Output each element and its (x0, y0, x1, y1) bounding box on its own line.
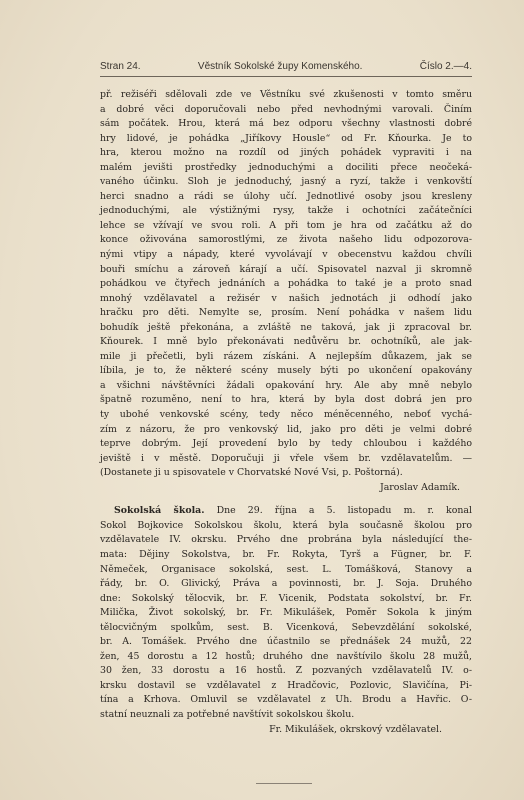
journal-title: Věstník Sokolské župy Komenského. (197, 61, 363, 72)
text-line: hračku pro děti. Nemylte se, prosím. Není pohádka v našem lidu (100, 307, 472, 319)
issue-number: Číslo 2.—4. (419, 61, 472, 72)
text-line: (Dostanete ji u spisovatele v Chorvatské Nové Vsi, p. Poštorná). (100, 467, 403, 479)
text-line: tína a Krhova. Omluvil se vzdělavatel z Uh. Brodu a Havřic. O- (100, 694, 472, 706)
section-gap (100, 495, 472, 504)
text-line: jeviště i v městě. Doporučuji ji vřele všem br. vzdělavatelům. — (100, 452, 472, 464)
text-line: mnohý vzdělavatel a režisér v našich jednotách ji odhodí jako (100, 292, 472, 304)
text-line: Sokol Bojkovice Sokolskou školu, která byla současně školou pro (100, 519, 472, 531)
first-line-text: Dne 29. října a 5. listopadu m. r. konal (204, 505, 473, 517)
article-review (100, 88, 472, 481)
article-review-signature: Jaroslav Adamík. (379, 481, 460, 493)
text-line: bouři smíchu a zároveň kárají a učí. Spisovatel nazval ji skromně (100, 263, 472, 275)
text-line: mata: Dějiny Sokolstva, br. Fr. Rokyta, Tyrš a Fügner, br. F. (100, 548, 472, 560)
text-line: bohudík ještě překonána, a zvláště ne taková, jak ji zpracoval br. (100, 321, 472, 333)
text-line: tělocvičným spolkům, sest. B. Vicenková, Sebevzdělání sokolské, (100, 621, 472, 633)
text-line: hra, kterou možno na rozdíl od jiných pohádek vypraviti i na (100, 147, 472, 159)
article-sokol-school-signature: Fr. Mikulášek, okrskový vzdělavatel. (269, 723, 442, 735)
text-line: nými vtipy a nápady, které vyvolávají v obecenstvu každou chvíli (100, 249, 472, 261)
article-sokol-school-first-line (100, 504, 472, 519)
text-line: statní neuznali za potřebné navštívit sokolskou školu. (100, 708, 355, 720)
text-line: a dobré věci doporučovali nebo před nevhodnými varovali. Činím (100, 103, 472, 115)
header-rule (100, 76, 472, 77)
text-line: hry lidové, je pohádka „Jiříkovy Housle“ od Fr. Kňourka. Je to (100, 132, 472, 144)
text-line: br. A. Tomášek. Prvého dne účastnilo se přednášek 24 mužů, 22 (100, 636, 472, 648)
text-line: Milička, Život sokolský, br. Fr. Mikulášek, Poměr Sokola k jiným (100, 607, 472, 619)
article-sokol-school (100, 504, 472, 722)
text-line: Kňourek. I mně bylo překonávati nedůvěru br. ochotníků, ale jak- (100, 336, 472, 348)
text-line: zím z názoru, že pro venkovský lid, jako pro děti je velmi dobré (100, 423, 472, 435)
text-line: vaného účinku. Sloh je jednoduchý, jasný a ryzí, takže i venkovští (100, 176, 472, 188)
text-line: mile ji přečetli, byli rázem získáni. A nejlepším důkazem, jak se (100, 350, 472, 362)
text-line: špatně rozuměno, není to hra, která by byla dost dobrá jen pro (100, 394, 472, 406)
text-line: vzdělavatele IV. okrsku. Prvého dne probrána byla následující the- (100, 534, 472, 546)
section-heading: Sokolská škola. (114, 505, 205, 517)
text-line: Němeček, Organisace sokolská, sest. L. Tomášková, Stanovy a (100, 563, 472, 575)
text-line: lehce se vžívají ve svou roli. A při tom je hra od začátku až do (100, 219, 472, 231)
text-line: dne: Sokolský tělocvik, br. F. Vicenik, Podstata sokolství, br. Fr. (100, 592, 472, 604)
text-line: sám počátek. Hrou, která má bez odporu všechny vlastnosti dobré (100, 118, 472, 130)
page-body (100, 88, 472, 737)
article-sokol-school-lines (100, 519, 472, 723)
text-line: jednoduchými, ale výstižnými rysy, takže i ochotníci začátečníci (100, 205, 472, 217)
text-line: a všichni návštěvníci žádali opakování hry. Ale aby mně nebylo (100, 379, 472, 391)
running-header (100, 61, 472, 72)
text-line: krsku dostavil se vzdělavatel z Hradčovic, Pozlovic, Slavičína, Pi- (100, 679, 472, 691)
text-line: žen, 45 dorostu a 12 hostů; druhého dne navštívilo školu 28 mužů, (100, 650, 472, 662)
text-line: řády, br. O. Glivický, Práva a povinnosti, br. J. Soja. Druhého (100, 578, 472, 590)
text-line: malém jevišti prostředky jednoduchými a dociliti přece neočeká- (100, 161, 472, 173)
text-line: líbila, je to, že některé scény musely býti po ukončení opakovány (100, 365, 472, 377)
text-line: 30 žen, 33 dorostu a 16 hostů. Z pozvaných vzdělavatelů IV. o- (100, 665, 472, 677)
text-line: ty ubohé venkovské scény, tedy něco méněcenného, neboť vychá- (100, 409, 472, 421)
closing-rule (256, 783, 312, 784)
text-line: teprve dobrým. Její provedení bylo by tedy chloubou i každého (100, 438, 472, 450)
text-line: konce oživována samorostlými, ze života našeho lidu odpozorova- (100, 234, 472, 246)
page-number: Stran 24. (100, 61, 141, 72)
text-line: herci snadno a rádi se úlohy učí. Jednotlivé osoby jsou kresleny (100, 190, 472, 202)
text-line: př. režiséři sdělovali zde ve Věstníku své zkušenosti v tomto směru (100, 89, 472, 100)
text-line: pohádkou ve čtyřech jednáních a pohádka to také je a proto snad (100, 278, 472, 290)
